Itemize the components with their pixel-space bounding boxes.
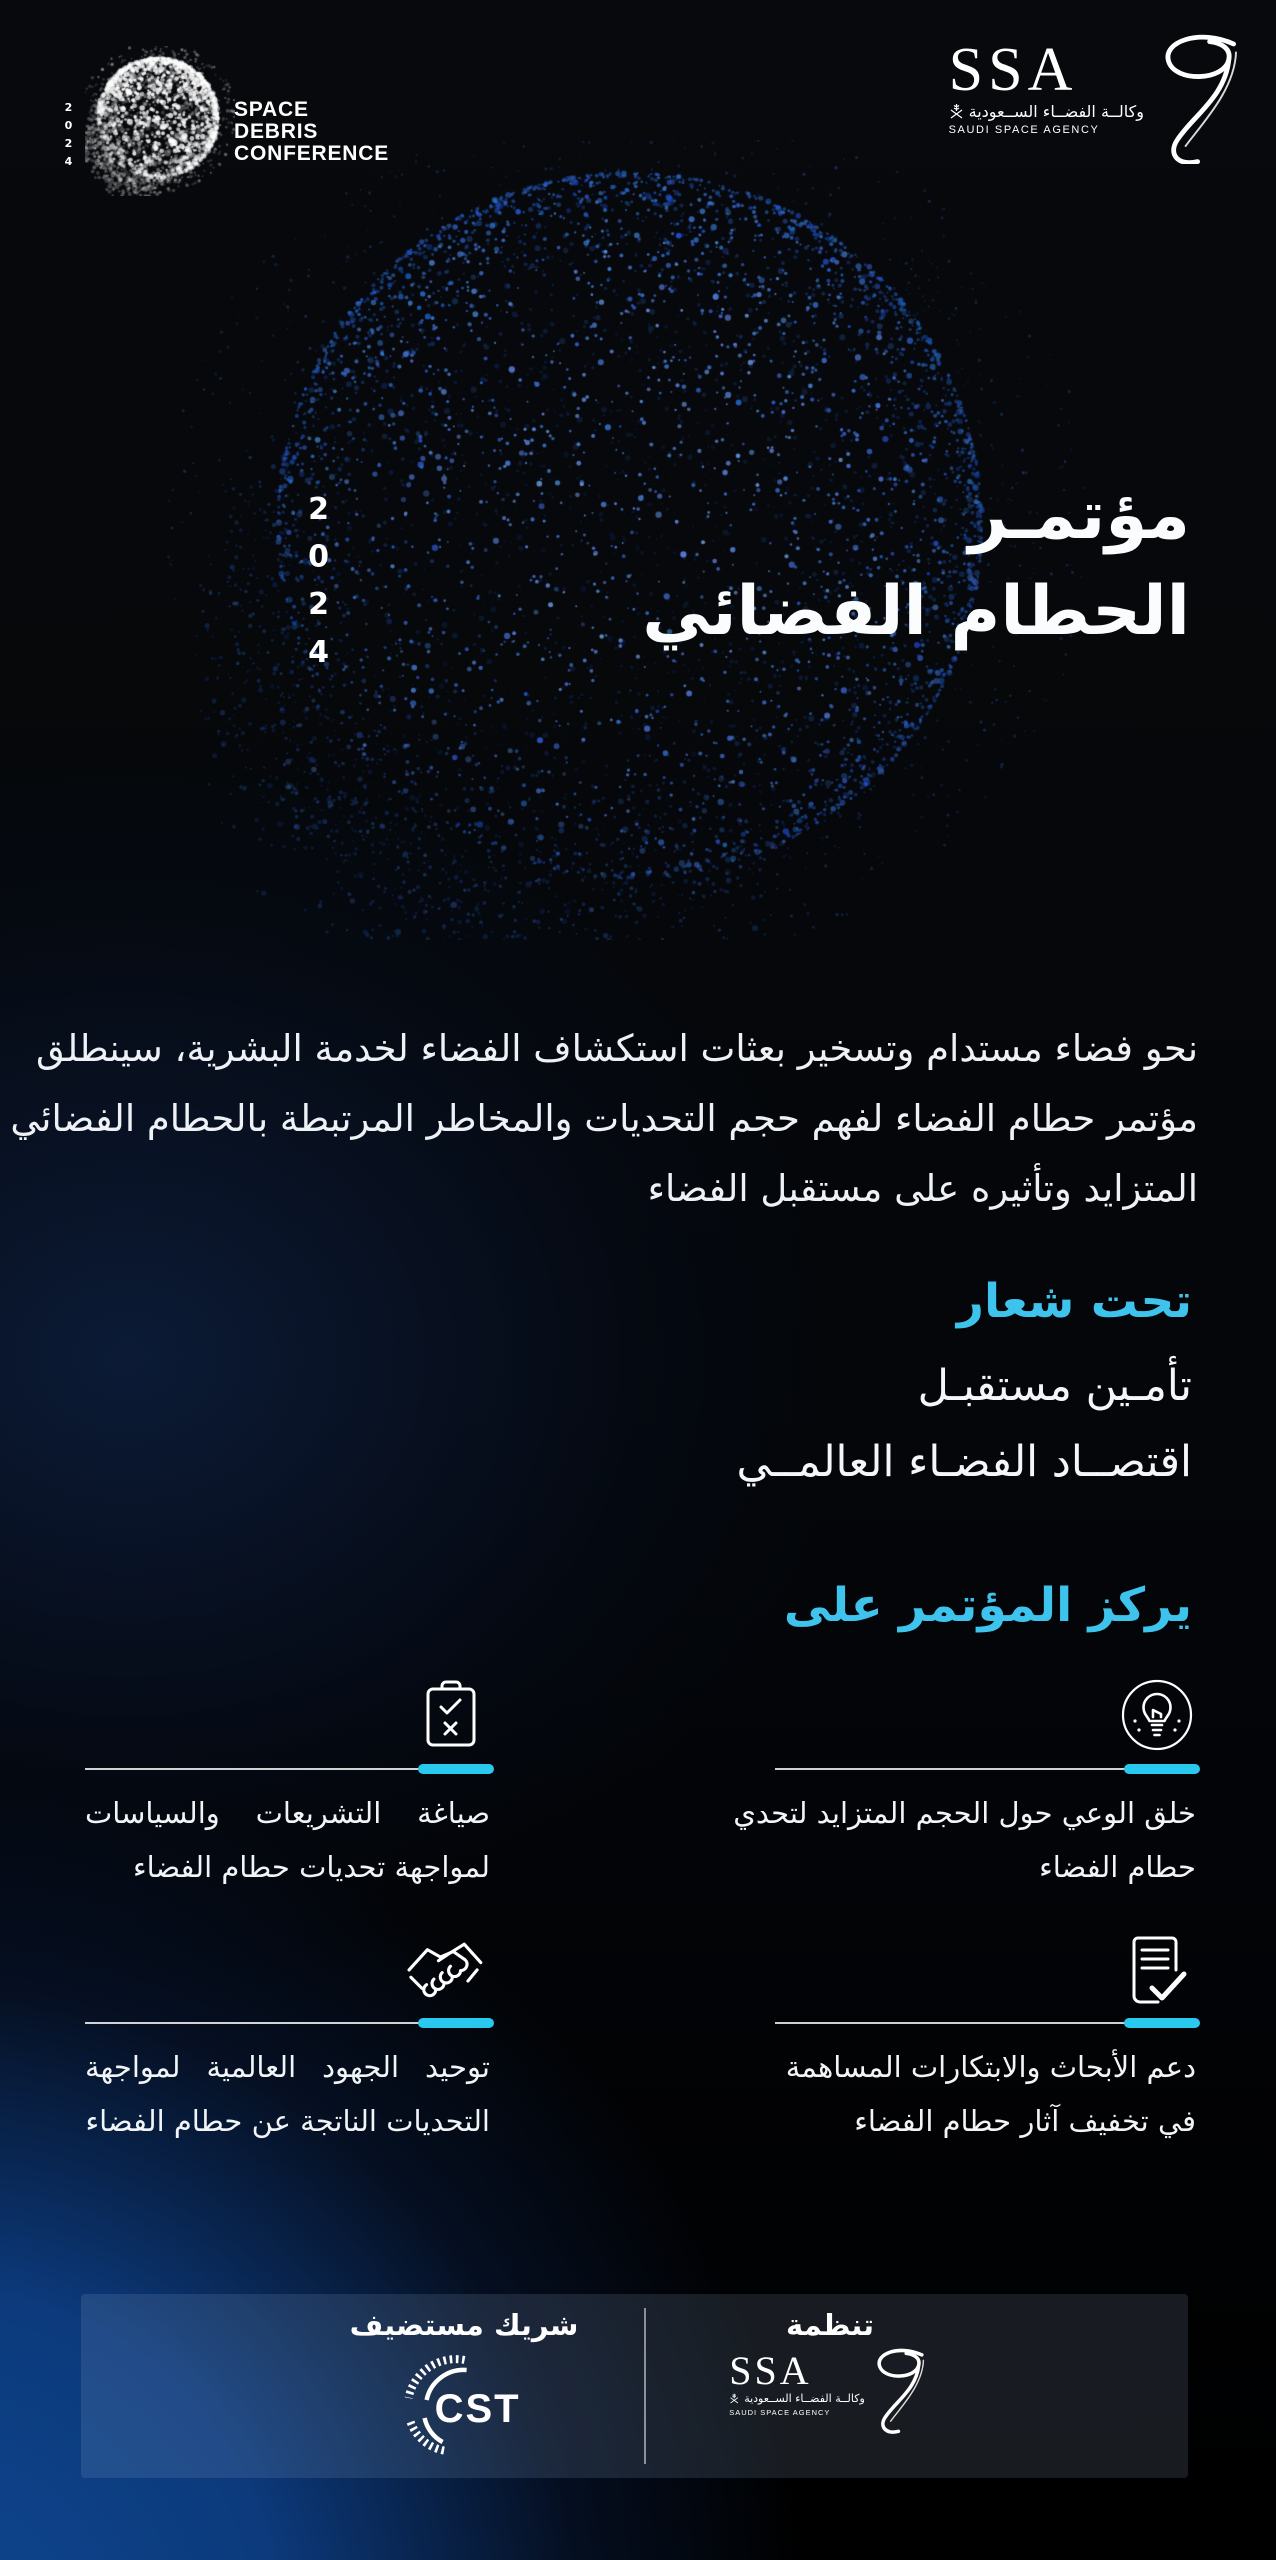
sdc-word-space: SPACE (234, 98, 309, 121)
ssa-logo-header (949, 38, 1248, 164)
intro-line: مؤتمر حطام الفضاء لفهم حجم التحديات والمخاطر المرتبطة بالحطام الفضائي (10, 1097, 1198, 1140)
focus-item-text: التحديات الناتجة عن حطام الفضاء (85, 2104, 490, 2138)
focus-item-text: توحيد الجهود العالمية لمواجهة (85, 2050, 490, 2084)
clipboard-check-icon (412, 1676, 490, 1754)
focus-item-text: حطام الفضاء (1039, 1850, 1196, 1884)
hero-year-vertical: 2024 (301, 492, 336, 683)
host-partner-block (350, 2308, 579, 2458)
intro-line: المتزايد وتأثيره على مستقبل الفضاء (647, 1167, 1198, 1210)
slogan-line-2: اقتصــاد الفضـاء العالمــي (736, 1437, 1192, 1487)
cst-logo (379, 2350, 549, 2458)
divider-rule (85, 2022, 490, 2024)
ssa-name-english: SAUDI SPACE AGENCY (948, 124, 1100, 136)
conference-title (642, 468, 1190, 660)
host-partner-label: شريك مستضيف (349, 2308, 579, 2342)
focus-item-text: دعم الأبحاث والابتكارات المساهمة (785, 2050, 1196, 2084)
cyan-accent-bar (1124, 2018, 1200, 2028)
sdc-word-conference: CONFERENCE (234, 142, 390, 165)
focus-item-awareness (733, 1676, 1196, 1894)
slogan-text (737, 1348, 1192, 1500)
panel-divider (644, 2308, 646, 2464)
ssa-acronym: SSA (729, 2348, 812, 2393)
cst-wordmark: CST (435, 2387, 521, 2431)
slogan-heading: تحت شعار (956, 1274, 1192, 1329)
cyan-accent-bar (418, 2018, 494, 2028)
focus-item-text: لمواجهة تحديات حطام الفضاء (132, 1850, 490, 1884)
lightbulb-icon (1118, 1676, 1196, 1754)
sdc-logo-year-vertical: 2024 (62, 101, 75, 173)
ssa-swoosh-icon (1128, 32, 1248, 164)
title-line-2: الحطام الفضائي (642, 572, 1190, 651)
ssa-swoosh-icon (853, 2346, 931, 2434)
ssa-name-arabic: وكالــة الفضــاء الســعودية (744, 2392, 865, 2405)
focus-heading: يركز المؤتمر على (783, 1578, 1192, 1633)
focus-item-research (775, 1930, 1196, 2148)
cyan-accent-bar (1124, 1764, 1200, 1774)
sdc-logo-wordmark (234, 99, 389, 165)
slogan-line-1: تأمـين مستقبـل (917, 1361, 1192, 1411)
partners-panel (81, 2294, 1188, 2478)
ssa-name-english: SAUDI SPACE AGENCY (729, 2408, 831, 2417)
sdc-word-debris: DEBRIS (234, 120, 319, 143)
cyan-accent-bar (418, 1764, 494, 1774)
organizer-block (729, 2308, 931, 2434)
focus-item-legislation (85, 1676, 490, 1894)
ssa-logo-footer (729, 2350, 931, 2434)
document-check-icon (1114, 1930, 1196, 2012)
title-line-1: مؤتمـر (968, 476, 1190, 555)
focus-item-text: خلق الوعي حول الحجم المتزايد لتحدي (733, 1796, 1196, 1830)
handshake-icon (398, 1930, 490, 2008)
intro-line: نحو فضاء مستدام وتسخير بعثات استكشاف الفضاء لخدمة البشرية، سينطلق (35, 1027, 1198, 1070)
divider-rule (775, 1768, 1196, 1770)
focus-item-text: صياغة التشريعات والسياسات (85, 1796, 490, 1830)
intro-paragraph (10, 1014, 1198, 1224)
focus-item-global-efforts (85, 1930, 490, 2148)
focus-item-text: في تخفيف آثار حطام الفضاء (854, 2104, 1196, 2138)
divider-rule (775, 2022, 1196, 2024)
ssa-name-arabic: وكالــة الفضــاء الســعودية (968, 102, 1144, 121)
divider-rule (85, 1768, 490, 1770)
ssa-acronym: SSA (948, 36, 1078, 104)
saudi-emblem-icon (729, 2392, 739, 2406)
organizer-label: تنظمة (785, 2308, 874, 2342)
saudi-emblem-icon (949, 102, 964, 122)
